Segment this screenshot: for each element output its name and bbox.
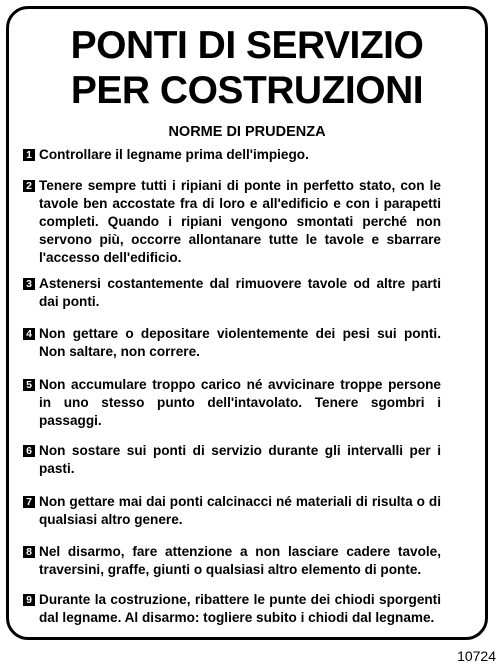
rule-number-badge: 1	[23, 149, 35, 161]
rule-item-2	[23, 177, 441, 267]
rule-text: Non gettare mai dai ponti calcinacci né materiali di risulta o di qualsiasi altro genere.	[39, 494, 441, 527]
rule-item-5	[23, 376, 441, 430]
rule-number-badge: 8	[23, 546, 35, 558]
rule-text: Tenere sempre tutti i ripiani di ponte in perfetto stato, con le tavole ben accostate fra di loro e all'edificio e con i parapetti completi. Quando i ripiani vengono smontati perché non servono più, occorre allontanare tutte le tavole e sbarrare l'accesso dell'edificio.	[39, 178, 441, 265]
rule-item-8	[23, 543, 441, 579]
rule-item-1	[23, 146, 441, 164]
rule-number-badge: 2	[23, 180, 35, 192]
sign-title-line-1: PONTI DI SERVIZIO	[70, 24, 424, 67]
rule-item-7	[23, 493, 441, 529]
rule-text: Durante la costruzione, ribattere le punte dei chiodi sporgenti dal legname. Al disarmo: togliere subito i chiodi dal legname.	[39, 592, 441, 625]
sign-subtitle: NORME DI PRUDENZA	[168, 124, 326, 140]
rule-number-badge: 9	[23, 594, 35, 606]
rule-item-9	[23, 591, 441, 627]
safety-sign	[6, 6, 488, 640]
rule-number-badge: 7	[23, 496, 35, 508]
rule-text: Nel disarmo, fare attenzione a non lasciare cadere tavole, traversini, graffe, giunti o qualsiasi altro elemento di ponte.	[39, 544, 441, 577]
rule-text: Non accumulare troppo carico né avvicinare troppe persone in uno stesso punto dell'intavolato. Tenere sgombri i passaggi.	[39, 377, 441, 428]
product-code: 10724	[457, 648, 496, 664]
rule-item-6	[23, 442, 441, 478]
rule-number-badge: 5	[23, 379, 35, 391]
rule-number-badge: 4	[23, 328, 35, 340]
rule-number-badge: 6	[23, 445, 35, 457]
rule-text: Astenersi costantemente dal rimuovere tavole od altre parti dai ponti.	[39, 276, 441, 309]
rule-number-badge: 3	[23, 278, 35, 290]
rule-text: Non gettare o depositare violentemente dei pesi sui ponti. Non saltare, non correre.	[39, 326, 441, 359]
rule-item-4	[23, 325, 441, 361]
sign-title-line-2: PER COSTRUZIONI	[70, 69, 424, 112]
rule-text: Controllare il legname prima dell'impiego.	[39, 147, 309, 162]
rule-text: Non sostare sui ponti di servizio durante gli intervalli per i pasti.	[39, 443, 441, 476]
rule-item-3	[23, 275, 441, 311]
